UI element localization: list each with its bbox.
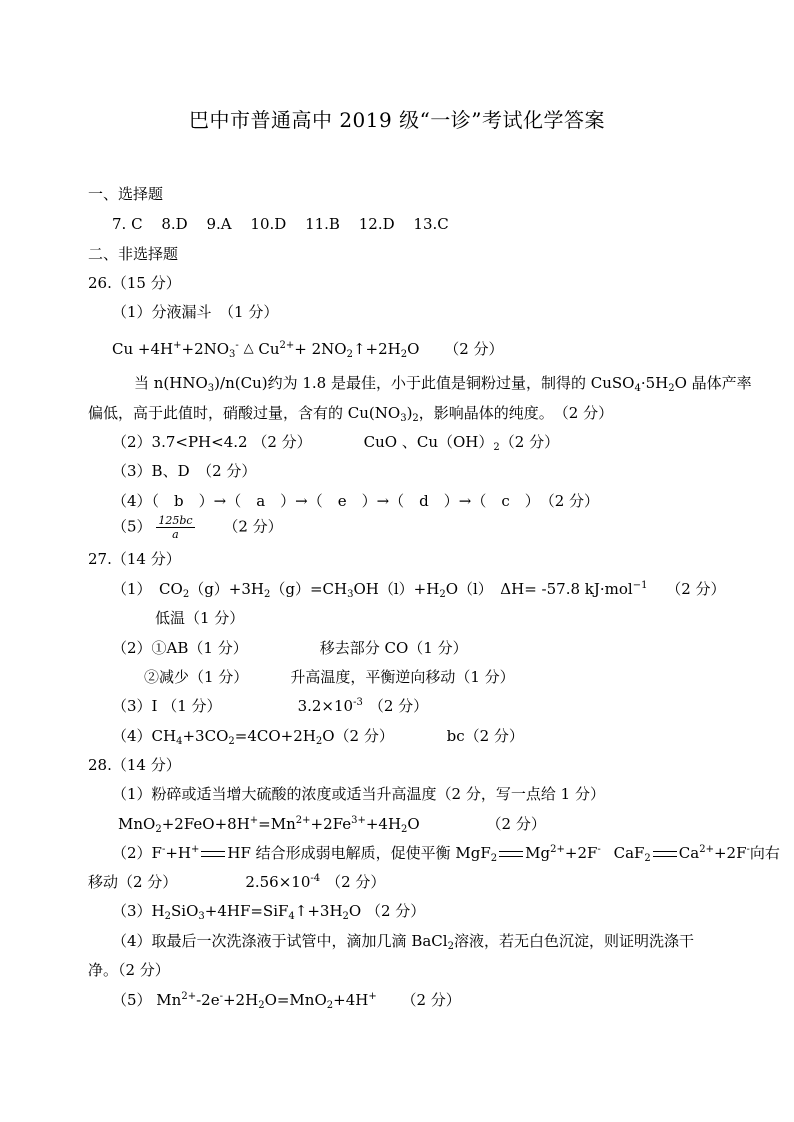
answer-13: 13.C (413, 215, 449, 233)
section-choice-heading: 一、选择题 (88, 185, 164, 203)
heat-condition-icon: △ (243, 341, 254, 356)
q28-part3: $(3)H_2SiO_3+4HF=SiF_4↑+3H_2O$ （2 分） (112, 902, 426, 922)
answer-7: 7. C (112, 215, 143, 233)
q27-part4: $(4)CH_4+3CO_2=4CO+2H_2O(2$ 分） bc（2 分） (112, 727, 524, 747)
q26-explanation-line1: 当 $n(HNO_3)/n(Cu)$约为 1.8 是最佳，小于此值是铜粉过量，制得的 $CuSO_4\cdot 5H_2O$ 晶体产率 (134, 374, 752, 394)
q26-part5: （5） $\frac{125bc}{a}$ （2 分） (112, 514, 283, 541)
q28-part4: （4）取最后一次洗涤液于试管中，滴加几滴 BaCl$_2$溶液，若无白色沉淀，则证明洗涤干 (112, 932, 694, 952)
q26-heading: 26.（15 分） (88, 274, 181, 292)
answer-9: 9.A (206, 215, 232, 233)
q26-part4: （4）（ b ）→（ a ）→（ e ）→（ d ）→（ c ） （2 分） (112, 492, 600, 510)
q28-equation: $MnO_2+2FeO+8H^+=Mn^{2+}+2Fe^{3+}+4H_2O$ （2 分） (118, 815, 546, 835)
equilibrium-arrow-icon (499, 849, 523, 859)
q26-explanation-line2: 偏低，高于此值时，硝酸过量，含有的 $Cu(NO_3)_2$，影响晶体的纯度。 （2 分） (88, 404, 614, 424)
q27-part3: （3）I （1 分） $3.2\times 10^{-3}$ （2 分） (112, 697, 429, 715)
answer-11: 11.B (305, 215, 340, 233)
q28-heading: 28.（14 分） (88, 756, 181, 774)
choice-answers (112, 214, 449, 234)
answer-8: 8.D (161, 215, 188, 233)
answer-12: 12.D (358, 215, 395, 233)
q28-part1: （1）粉碎或适当增大硫酸的浓度或适当升高温度（2 分，写一点给 1 分） (112, 785, 605, 803)
page-title: 巴中市普通高中 2019 级“一诊”考试化学答案 (188, 108, 606, 132)
q26-equation: $Cu +4H^++2NO_3^-$ △ $Cu^{2+}+$ $2NO_2↑+2H_2O$ （2 分） (112, 340, 504, 360)
q28-part2-continued: 移动（2 分） $2.56\times 10^{-4}$ （2 分） (88, 873, 386, 891)
q27-part1: （1） $CO_2(g)+3H_2(g)=CH_3OH(l)+H_2O(l)$ ΔH= -57.8 kJ·mol$^{-1}$ （2 分） (112, 580, 726, 600)
equilibrium-arrow-icon (653, 849, 677, 859)
q28-part4-continued: 净。（2 分） (88, 961, 170, 979)
q28-part2: （2）F-+H+ HF 结合形成弱电解质，促使平衡 MgF$_2$ $Mg^{2+}+2F^-$ CaF$_2$ $Ca^{2+}+2F^-$向右 (112, 844, 780, 864)
section-nonchoice-heading: 二、非选择题 (88, 245, 179, 263)
equilibrium-arrow-icon (201, 849, 225, 859)
q28-part5: （5） $Mn^{2+}-2e^-+2H_2O=MnO_2+4H^+$ （2 分） (112, 991, 461, 1011)
q27-part2b: ②减少（1 分） 升高温度，平衡逆向移动（1 分） (144, 668, 515, 686)
q26-part2: （2）3.7<PH<4.2 （2 分） CuO 、$Cu(OH)_2(2$ 分） (112, 433, 560, 453)
answer-10: 10.D (250, 215, 287, 233)
q27-part2a: （2）①AB（1 分） 移去部分 CO（1 分） (112, 639, 468, 657)
q27-low-temp: 低温（1 分） (155, 609, 245, 627)
q27-heading: 27.（14 分） (88, 550, 181, 568)
q26-part1: （1）分液漏斗 （1 分） (112, 303, 279, 321)
fraction-expression: $\frac{125bc}{a}$ (158, 514, 193, 541)
q26-part3: （3）B、D （2 分） (112, 462, 257, 480)
